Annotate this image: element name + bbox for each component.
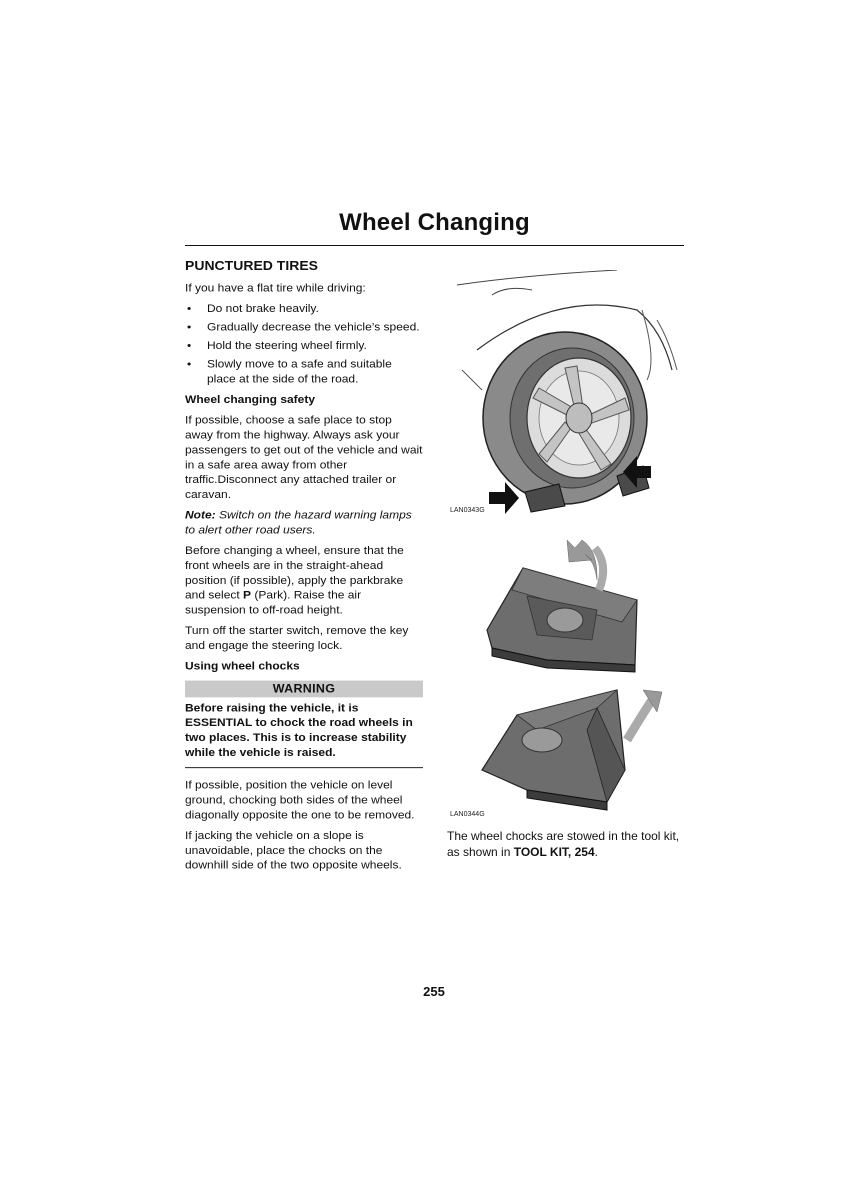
driving-tips-list (185, 301, 423, 387)
warning-title: WARNING (185, 681, 423, 698)
wheel-chocked-icon (447, 270, 687, 520)
note-label: Note: (185, 508, 216, 522)
list-item: • Do not brake heavily. (185, 301, 423, 316)
page-number: 255 (423, 984, 445, 999)
safety-text: If possible, choose a safe place to stop away from the highway. Always ask your passengers to get out of the vehicle and wait in a safe area away from other traffic.Disconnect any attached trailer or caravan. (185, 413, 423, 501)
left-column (185, 256, 423, 878)
before-text-b: (Park). Raise the air suspension to off-road height. (185, 588, 362, 617)
before-changing-text (185, 543, 423, 617)
warning-text: Before raising the vehicle, it is ESSENTIAL to chock the road wheels in two places. This is to increase stability while the vehicle is raised. (185, 701, 413, 759)
before-text-a: Before changing a wheel, ensure that the front wheels are in the straight-ahead position (if possible), apply the parkbrake and select (185, 543, 404, 602)
position-text: If possible, position the vehicle on level ground, chocking both sides of the wheel diagonally opposite the one to be removed. (185, 778, 415, 822)
safety-heading: Wheel changing safety (185, 392, 316, 406)
page-title: Wheel Changing (339, 209, 530, 236)
park-gear-letter: P (243, 588, 252, 602)
tool-kit-reference[interactable]: TOOL KIT, 254 (513, 845, 595, 859)
intro-text: If you have a flat tire while driving: (185, 281, 366, 295)
list-item: • Hold the steering wheel firmly. (185, 338, 423, 353)
warning-box (185, 681, 423, 769)
slope-text: If jacking the vehicle on a slope is unavoidable, place the chocks on the downhill side of the two opposite wheels. (185, 828, 402, 872)
section-heading: PUNCTURED TIRES (185, 257, 319, 273)
figure-caption (447, 828, 687, 860)
figure-label: LAN0344G (450, 811, 485, 818)
chocks-heading: Using wheel chocks (185, 659, 300, 673)
list-item: • Slowly move to a safe and suitable place at the side of the road. (185, 357, 423, 387)
note-text: Switch on the hazard warning lamps to alert other road users. (185, 508, 412, 537)
title-divider (185, 245, 684, 246)
caption-text-b: . (594, 845, 598, 859)
list-item: • Gradually decrease the vehicle’s speed. (185, 319, 423, 334)
note-paragraph (185, 507, 423, 537)
wheel-chock-unfold-illustration (447, 540, 687, 820)
turn-off-text: Turn off the starter switch, remove the key and engage the steering lock. (185, 623, 409, 652)
wheel-chocked-illustration (447, 270, 687, 520)
figure-label: LAN0343G (450, 507, 485, 514)
caption-text-a: The wheel chocks are stowed in the tool kit, as shown in (447, 829, 680, 859)
wheel-chock-icon (447, 540, 687, 820)
